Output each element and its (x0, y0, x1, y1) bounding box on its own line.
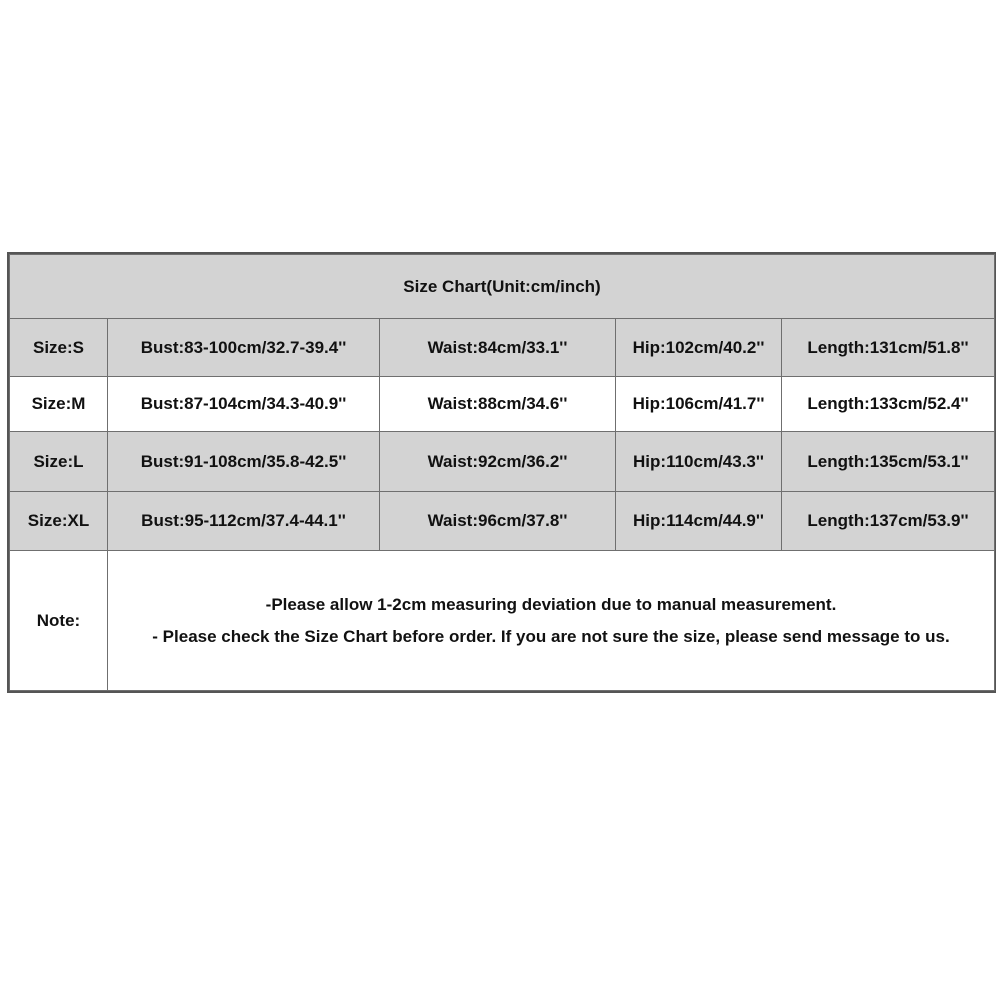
bust-cell: Bust:83-100cm/32.7-39.4'' (108, 319, 380, 377)
length-cell: Length:137cm/53.9'' (782, 492, 995, 551)
size-row-m (10, 377, 995, 432)
chart-title: Size Chart(Unit:cm/inch) (10, 255, 995, 319)
bust-cell: Bust:95-112cm/37.4-44.1'' (108, 492, 380, 551)
size-chart (7, 252, 996, 693)
size-cell: Size:XL (10, 492, 108, 551)
note-line-1: -Please allow 1-2cm measuring deviation due to manual measurement. (265, 594, 837, 614)
waist-cell: Waist:84cm/33.1'' (380, 319, 616, 377)
length-cell: Length:131cm/51.8'' (782, 319, 995, 377)
bust-cell: Bust:91-108cm/35.8-42.5'' (108, 432, 380, 492)
note-line-2: - Please check the Size Chart before order. If you are not sure the size, please send message to us. (152, 626, 950, 646)
waist-cell: Waist:96cm/37.8'' (380, 492, 616, 551)
size-chart-table (9, 254, 995, 691)
title-row (10, 255, 995, 319)
hip-cell: Hip:102cm/40.2'' (616, 319, 782, 377)
size-row-s (10, 319, 995, 377)
size-cell: Size:M (10, 377, 108, 432)
length-cell: Length:135cm/53.1'' (782, 432, 995, 492)
waist-cell: Waist:88cm/34.6'' (380, 377, 616, 432)
hip-cell: Hip:110cm/43.3'' (616, 432, 782, 492)
note-label: Note: (10, 551, 108, 691)
waist-cell: Waist:92cm/36.2'' (380, 432, 616, 492)
size-cell: Size:L (10, 432, 108, 492)
size-cell: Size:S (10, 319, 108, 377)
hip-cell: Hip:106cm/41.7'' (616, 377, 782, 432)
note-row (10, 551, 995, 691)
size-row-xl (10, 492, 995, 551)
size-row-l (10, 432, 995, 492)
length-cell: Length:133cm/52.4'' (782, 377, 995, 432)
hip-cell: Hip:114cm/44.9'' (616, 492, 782, 551)
note-text (108, 551, 995, 691)
bust-cell: Bust:87-104cm/34.3-40.9'' (108, 377, 380, 432)
